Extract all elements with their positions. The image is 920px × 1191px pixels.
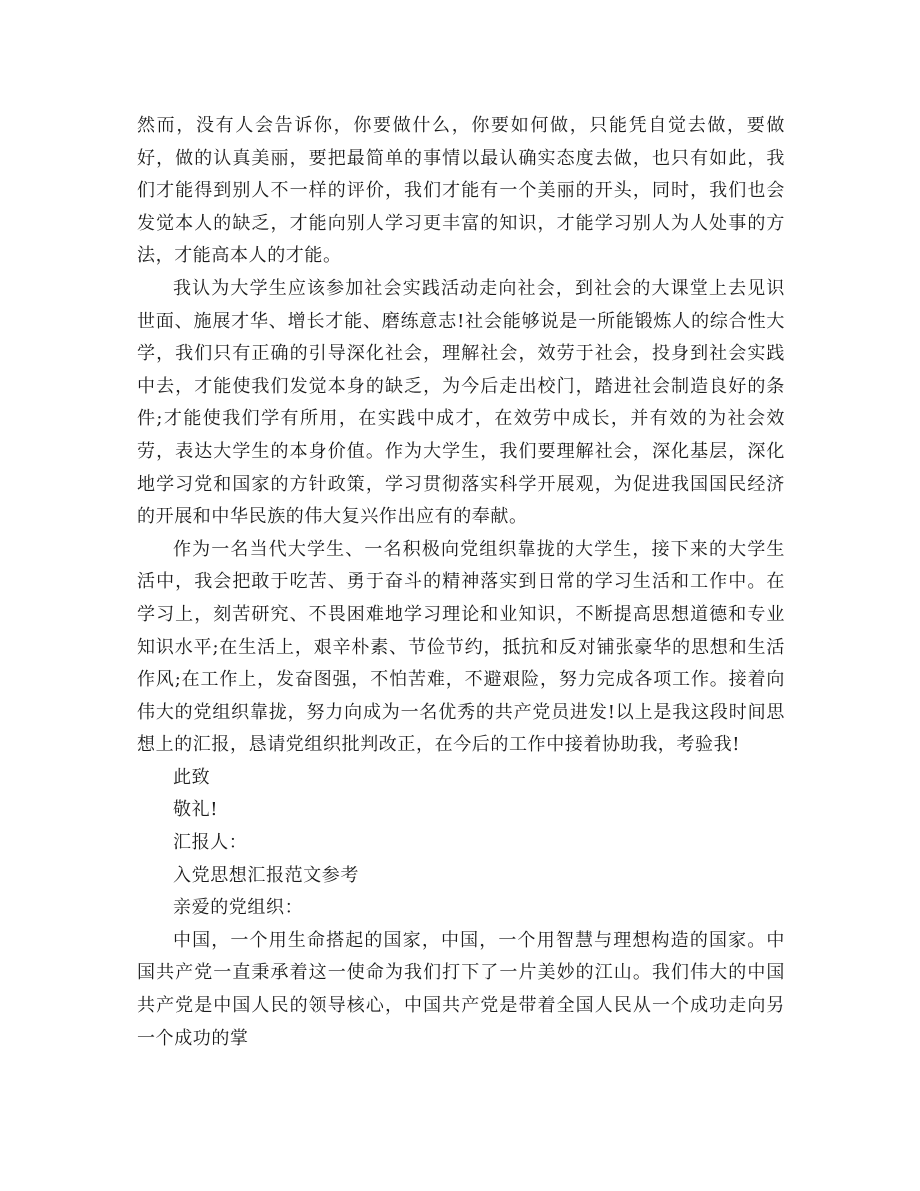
paragraph-3: 作为一名当代大学生、一名积极向党组织靠拢的大学生，接下来的大学生活中，我会把敢于吃苦、勇于奋斗的精神落实到日常的学习生活和工作中。在学习上，刻苦研究、不畏困难地学习理论和业知识，不断提高思想道德和专业知识水平;在生活上，艰辛朴素、节俭节约，抵抗和反对铺张豪华的思想和生活作风;在工作上，发奋图强，不怕苦难，不避艰险，努力完成各项工作。接着向伟大的党组织靠拢，努力向成为一名优秀的共产党员进发!以上是我这段时间思想上的汇报，恳请党组织批判改正，在今后的工作中接着协助我，考验我! [137, 538, 785, 756]
document-body [137, 110, 785, 1055]
closing-line: 此致 [173, 766, 211, 788]
next-section-title: 入党思想汇报范文参考 [173, 864, 359, 886]
salute-line: 敬礼! [173, 799, 219, 821]
final-paragraph: 中国，一个用生命搭起的国家，中国，一个用智慧与理想构造的国家。中国共产党一直秉承着这一使命为我们打下了一片美妙的江山。我们伟大的中国共产党是中国人民的领导核心，中国共产党是带着全国人民从一个成功走向另一个成功的掌 [137, 929, 785, 1049]
paragraph-1: 然而，没有人会告诉你，你要做什么，你要如何做，只能凭自觉去做，要做好，做的认真美丽，要把最简单的事情以最认确实态度去做，也只有如此，我们才能得到别人不一样的评价，我们才能有一个美丽的开头，同时，我们也会发觉本人的缺乏，才能向别人学习更丰富的知识，才能学习别人为人处事的方法，才能高本人的才能。 [137, 115, 785, 267]
greeting-line: 亲爱的党组织： [173, 897, 304, 919]
reporter-line: 汇报人： [173, 832, 248, 854]
paragraph-2: 我认为大学生应该参加社会实践活动走向社会，到社会的大课堂上去见识世面、施展才华、增长才能、磨练意志!社会能够说是一所能锻炼人的综合性大学，我们只有正确的引导深化社会，理解社会，效劳于社会，投身到社会实践中去，才能使我们发觉本身的缺乏，为今后走出校门，踏进社会制造良好的条件;才能使我们学有所用，在实践中成才，在效劳中成长，并有效的为社会效劳，表达大学生的本身价值。作为大学生，我们要理解社会，深化基层，深化地学习党和国家的方针政策，学习贯彻落实科学开展观，为促进我国国民经济的开展和中华民族的伟大复兴作出应有的奉献。 [137, 277, 785, 528]
